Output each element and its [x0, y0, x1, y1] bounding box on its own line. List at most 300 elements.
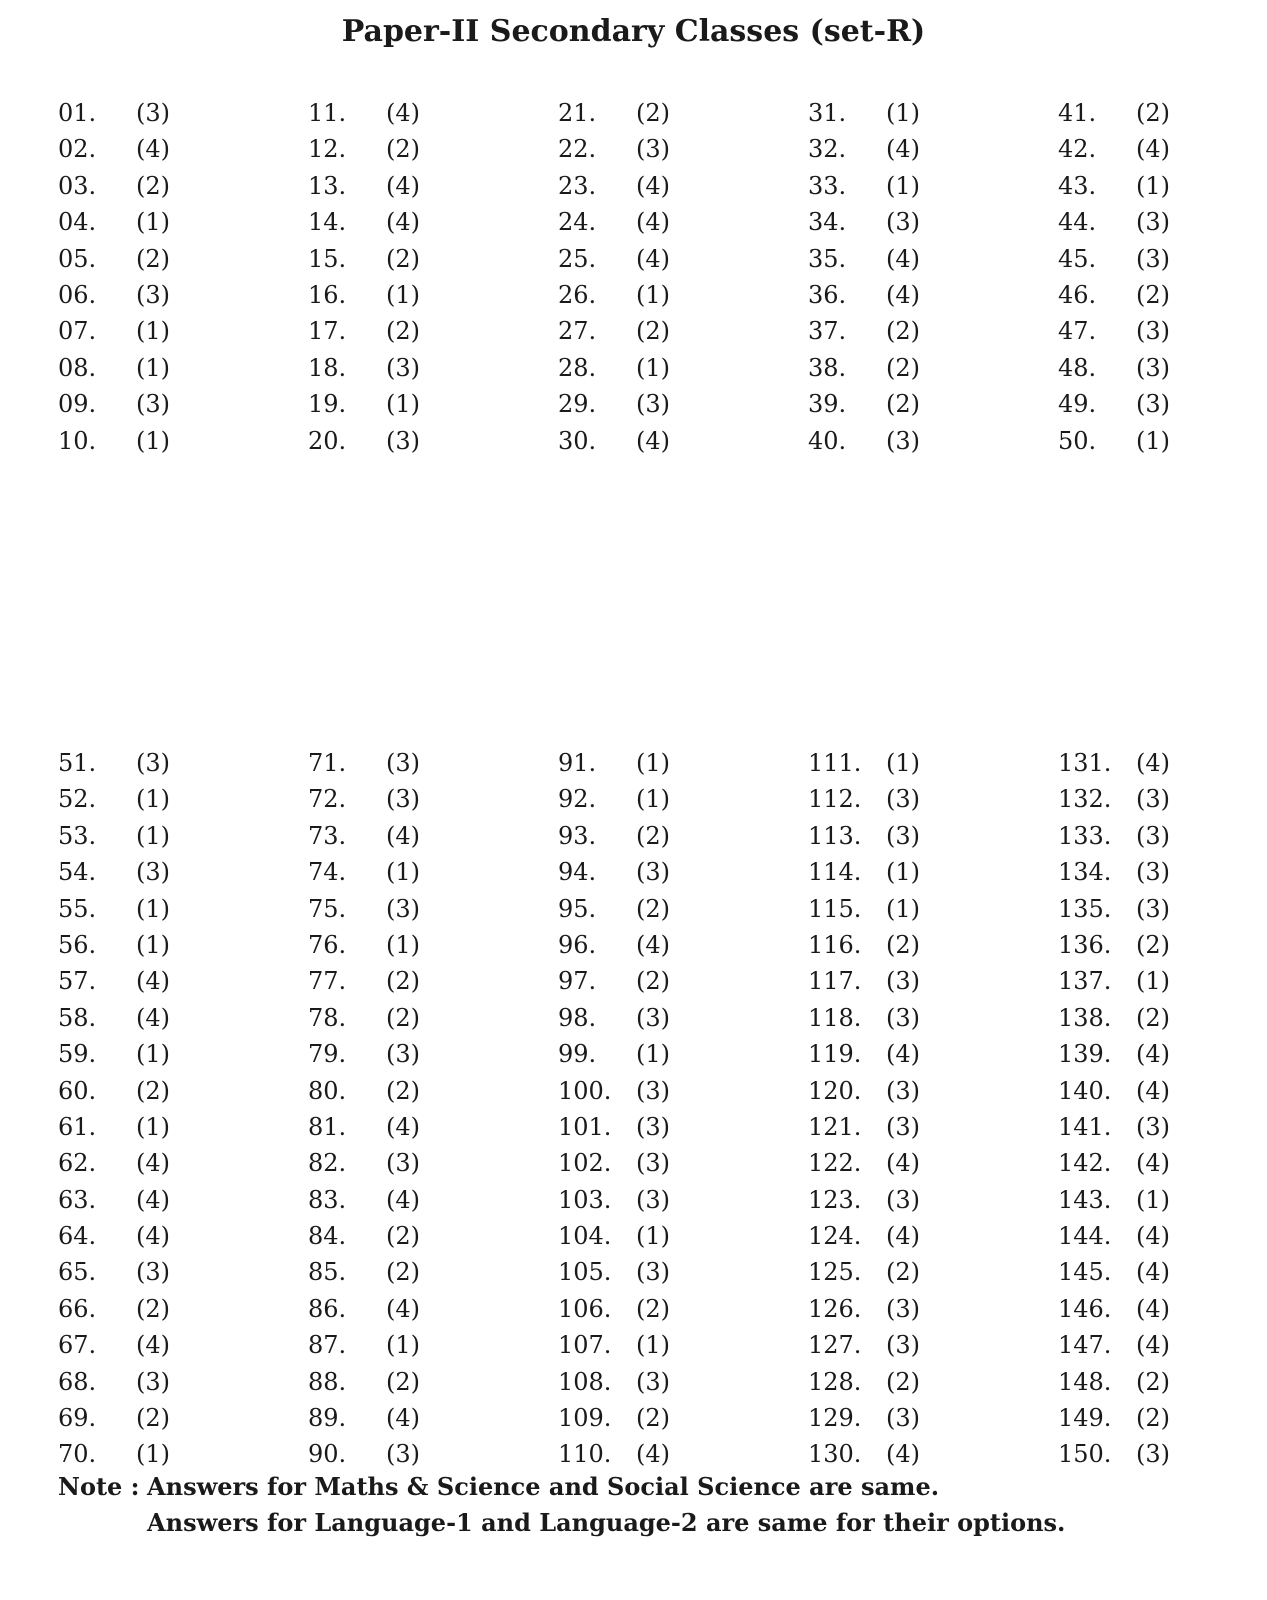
answer-row: [808, 1109, 1048, 1145]
answer-row: [808, 313, 1048, 349]
answer-row: [808, 423, 1048, 459]
answer-column: [808, 95, 1048, 459]
answer-option: (1): [136, 353, 170, 382]
answer-option: (1): [886, 749, 920, 777]
answer-option: (4): [136, 1331, 170, 1360]
question-number: 14.: [308, 208, 347, 237]
question-number: 72.: [308, 785, 347, 814]
answer-row: [808, 891, 1048, 927]
answer-row: [558, 1436, 798, 1472]
question-number: 42.: [1058, 135, 1097, 164]
question-number: 38.: [808, 353, 847, 382]
answer-option: (1): [1136, 967, 1170, 996]
answer-option: (1): [136, 426, 170, 455]
question-number: 118.: [808, 1003, 862, 1032]
question-number: 93.: [558, 821, 597, 850]
answer-row: [308, 350, 548, 386]
answer-option: (4): [1136, 1040, 1170, 1069]
question-number: 61.: [58, 1112, 97, 1141]
answer-row: [1058, 131, 1267, 167]
answer-row: [1058, 204, 1267, 240]
answer-row: [808, 1327, 1048, 1363]
question-number: 144.: [1058, 1222, 1112, 1251]
answer-row: [1058, 1218, 1267, 1254]
answer-row: [1058, 1400, 1267, 1436]
question-number: 33.: [808, 171, 847, 200]
answer-row: [308, 131, 548, 167]
answer-row: [1058, 1364, 1267, 1400]
question-number: 99.: [558, 1040, 597, 1069]
question-number: 105.: [558, 1258, 612, 1287]
answer-row: [58, 1145, 298, 1181]
question-number: 24.: [558, 208, 597, 237]
answer-option: (2): [136, 171, 170, 200]
answer-option: (2): [136, 244, 170, 273]
question-number: 54.: [58, 858, 97, 887]
question-number: 18.: [308, 353, 347, 382]
answer-option: (3): [1136, 1112, 1170, 1141]
answer-option: (2): [886, 317, 920, 346]
answer-row: [808, 204, 1048, 240]
answer-option: (3): [386, 1040, 420, 1069]
answer-option: (1): [386, 390, 420, 419]
answer-option: (4): [886, 280, 920, 309]
answer-option: (4): [1136, 1076, 1170, 1105]
answer-option: (3): [636, 1258, 670, 1287]
answer-option: (2): [886, 1367, 920, 1396]
answer-row: [1058, 1327, 1267, 1363]
question-number: 21.: [558, 99, 597, 127]
answer-row: [58, 781, 298, 817]
answer-option: (3): [136, 99, 170, 127]
note-text-1: Answers for Maths & Science and Social Science are same.: [147, 1472, 940, 1501]
answer-option: (1): [1136, 426, 1170, 455]
answer-option: (4): [136, 1185, 170, 1214]
answer-row: [808, 1364, 1048, 1400]
question-number: 101.: [558, 1112, 612, 1141]
answer-option: (2): [886, 1258, 920, 1287]
answer-row: [308, 854, 548, 890]
answer-option: (1): [636, 353, 670, 382]
answer-option: (3): [886, 1294, 920, 1323]
answer-option: (3): [386, 353, 420, 382]
answer-option: (2): [386, 967, 420, 996]
answer-option: (1): [636, 280, 670, 309]
question-number: 128.: [808, 1367, 862, 1396]
answer-option: (3): [886, 1112, 920, 1141]
answer-option: (3): [636, 858, 670, 887]
question-number: 71.: [308, 749, 347, 777]
answer-row: [58, 1182, 298, 1218]
question-number: 40.: [808, 426, 847, 455]
question-number: 65.: [58, 1258, 97, 1287]
answer-option: (1): [386, 930, 420, 959]
answer-option: (2): [386, 135, 420, 164]
note-line-1: [58, 1472, 939, 1501]
answer-row: [1058, 1000, 1267, 1036]
answer-row: [1058, 1036, 1267, 1072]
answer-row: [558, 1109, 798, 1145]
answer-row: [308, 1073, 548, 1109]
answer-row: [558, 204, 798, 240]
question-number: 66.: [58, 1294, 97, 1323]
answer-option: (3): [136, 280, 170, 309]
answer-option: (4): [886, 1149, 920, 1178]
answer-row: [58, 131, 298, 167]
answer-option: (4): [386, 821, 420, 850]
answer-row: [58, 818, 298, 854]
answer-option: (1): [636, 749, 670, 777]
question-number: 81.: [308, 1112, 347, 1141]
question-number: 130.: [808, 1440, 862, 1469]
answer-row: [1058, 818, 1267, 854]
answer-row: [808, 1145, 1048, 1181]
answer-row: [1058, 95, 1267, 131]
answer-row: [1058, 423, 1267, 459]
question-number: 129.: [808, 1404, 862, 1433]
question-number: 90.: [308, 1440, 347, 1469]
answer-option: (4): [386, 1294, 420, 1323]
answer-row: [808, 277, 1048, 313]
answer-row: [558, 1073, 798, 1109]
answer-option: (2): [636, 1294, 670, 1323]
question-number: 02.: [58, 135, 97, 164]
question-number: 50.: [1058, 426, 1097, 455]
answer-row: [1058, 1182, 1267, 1218]
answer-row: [558, 927, 798, 963]
question-number: 10.: [58, 426, 97, 455]
answer-option: (3): [886, 1076, 920, 1105]
question-number: 95.: [558, 894, 597, 923]
answer-option: (2): [386, 1367, 420, 1396]
answer-row: [1058, 1254, 1267, 1290]
answer-option: (1): [1136, 1185, 1170, 1214]
answer-option: (1): [886, 894, 920, 923]
answer-row: [558, 386, 798, 422]
question-number: 83.: [308, 1185, 347, 1214]
answer-option: (1): [386, 858, 420, 887]
answer-option: (2): [636, 99, 670, 127]
answer-row: [58, 1109, 298, 1145]
answer-row: [308, 1364, 548, 1400]
question-number: 76.: [308, 930, 347, 959]
answer-option: (1): [136, 1440, 170, 1469]
question-number: 52.: [58, 785, 97, 814]
answer-row: [58, 1073, 298, 1109]
answer-option: (3): [636, 1112, 670, 1141]
answer-option: (3): [136, 749, 170, 777]
question-number: 91.: [558, 749, 597, 777]
answer-row: [558, 1145, 798, 1181]
question-number: 26.: [558, 280, 597, 309]
answer-row: [1058, 891, 1267, 927]
answer-row: [808, 168, 1048, 204]
answer-option: (3): [1136, 244, 1170, 273]
question-number: 107.: [558, 1331, 612, 1360]
question-number: 06.: [58, 280, 97, 309]
question-number: 115.: [808, 894, 862, 923]
answer-row: [808, 854, 1048, 890]
question-number: 20.: [308, 426, 347, 455]
answer-option: (3): [886, 1404, 920, 1433]
answer-option: (3): [886, 1185, 920, 1214]
answer-row: [808, 963, 1048, 999]
answer-option: (3): [1136, 858, 1170, 887]
question-number: 53.: [58, 821, 97, 850]
answer-option: (4): [636, 244, 670, 273]
answer-column: [308, 95, 548, 459]
answer-option: (4): [886, 244, 920, 273]
answer-row: [308, 1145, 548, 1181]
answer-option: (4): [386, 171, 420, 200]
answer-row: [58, 1254, 298, 1290]
question-number: 16.: [308, 280, 347, 309]
answer-row: [1058, 241, 1267, 277]
answer-row: [308, 818, 548, 854]
question-number: 09.: [58, 390, 97, 419]
answer-option: (4): [136, 135, 170, 164]
answer-row: [308, 1327, 548, 1363]
answer-row: [558, 781, 798, 817]
answer-row: [558, 891, 798, 927]
question-number: 27.: [558, 317, 597, 346]
answer-row: [308, 1400, 548, 1436]
answer-option: (3): [1136, 785, 1170, 814]
question-number: 30.: [558, 426, 597, 455]
answer-option: (3): [386, 426, 420, 455]
answer-option: (2): [886, 353, 920, 382]
answer-row: [308, 1436, 548, 1472]
question-number: 110.: [558, 1440, 612, 1469]
answer-row: [808, 95, 1048, 131]
question-number: 131.: [1058, 749, 1112, 777]
answer-row: [1058, 277, 1267, 313]
answer-row: [1058, 745, 1267, 781]
question-number: 119.: [808, 1040, 862, 1069]
answer-row: [558, 1000, 798, 1036]
question-number: 45.: [1058, 244, 1097, 273]
answer-row: [1058, 168, 1267, 204]
answer-option: (1): [886, 858, 920, 887]
question-number: 03.: [58, 171, 97, 200]
answer-row: [558, 95, 798, 131]
answer-option: (4): [386, 1185, 420, 1214]
answer-option: (4): [636, 930, 670, 959]
answer-row: [808, 350, 1048, 386]
question-number: 123.: [808, 1185, 862, 1214]
answer-option: (2): [386, 1222, 420, 1251]
answer-row: [308, 1182, 548, 1218]
question-number: 122.: [808, 1149, 862, 1178]
answer-column: [558, 95, 798, 459]
question-number: 73.: [308, 821, 347, 850]
answer-row: [308, 1000, 548, 1036]
question-number: 92.: [558, 785, 597, 814]
answer-option: (3): [1136, 821, 1170, 850]
answer-column: [558, 745, 798, 1473]
answer-row: [58, 927, 298, 963]
answer-option: (3): [636, 1367, 670, 1396]
question-number: 82.: [308, 1149, 347, 1178]
question-number: 84.: [308, 1222, 347, 1251]
answer-option: (4): [386, 1112, 420, 1141]
answer-row: [1058, 313, 1267, 349]
question-number: 35.: [808, 244, 847, 273]
question-number: 104.: [558, 1222, 612, 1251]
answer-row: [1058, 386, 1267, 422]
answer-row: [808, 1400, 1048, 1436]
question-number: 68.: [58, 1367, 97, 1396]
answer-option: (2): [136, 1404, 170, 1433]
answer-row: [558, 1400, 798, 1436]
answer-option: (4): [636, 208, 670, 237]
answer-row: [308, 745, 548, 781]
answer-option: (2): [636, 317, 670, 346]
answer-row: [808, 1436, 1048, 1472]
question-number: 148.: [1058, 1367, 1112, 1396]
answer-option: (2): [636, 967, 670, 996]
question-number: 88.: [308, 1367, 347, 1396]
answer-option: (1): [1136, 171, 1170, 200]
answer-option: (3): [636, 135, 670, 164]
answer-option: (3): [386, 749, 420, 777]
note-line-2: Answers for Language-1 and Language-2 are same for their options.: [147, 1508, 1066, 1537]
question-number: 112.: [808, 785, 862, 814]
answer-option: (2): [636, 894, 670, 923]
question-number: 108.: [558, 1367, 612, 1396]
answer-option: (3): [136, 1258, 170, 1287]
answer-option: (1): [136, 894, 170, 923]
question-number: 01.: [58, 99, 97, 127]
answer-option: (2): [386, 1003, 420, 1032]
answer-row: [58, 745, 298, 781]
answer-row: [808, 131, 1048, 167]
answer-row: [558, 1182, 798, 1218]
answer-column: [808, 745, 1048, 1473]
answer-option: (2): [386, 1258, 420, 1287]
question-number: 127.: [808, 1331, 862, 1360]
question-number: 07.: [58, 317, 97, 346]
question-number: 51.: [58, 749, 97, 777]
question-number: 70.: [58, 1440, 97, 1469]
answer-row: [308, 927, 548, 963]
question-number: 125.: [808, 1258, 862, 1287]
answer-option: (3): [386, 1440, 420, 1469]
answer-row: [808, 927, 1048, 963]
answer-row: [558, 1036, 798, 1072]
answer-option: (1): [136, 785, 170, 814]
answer-option: (3): [886, 1003, 920, 1032]
answer-option: (2): [636, 821, 670, 850]
answer-row: [58, 313, 298, 349]
answer-row: [1058, 927, 1267, 963]
answer-row: [808, 818, 1048, 854]
answer-row: [558, 818, 798, 854]
answer-row: [808, 1254, 1048, 1290]
question-number: 94.: [558, 858, 597, 887]
question-number: 17.: [308, 317, 347, 346]
answer-option: (3): [386, 785, 420, 814]
answer-option: (4): [136, 1222, 170, 1251]
question-number: 146.: [1058, 1294, 1112, 1323]
question-number: 64.: [58, 1222, 97, 1251]
answer-option: (1): [386, 1331, 420, 1360]
answer-option: (2): [886, 930, 920, 959]
answer-option: (2): [1136, 99, 1170, 127]
question-number: 44.: [1058, 208, 1097, 237]
question-number: 34.: [808, 208, 847, 237]
answer-option: (4): [1136, 135, 1170, 164]
answer-column: [1058, 745, 1267, 1473]
answer-row: [58, 1327, 298, 1363]
answer-option: (4): [1136, 1149, 1170, 1178]
question-number: 149.: [1058, 1404, 1112, 1433]
question-number: 77.: [308, 967, 347, 996]
answer-option: (2): [1136, 280, 1170, 309]
question-number: 25.: [558, 244, 597, 273]
answer-row: [308, 313, 548, 349]
question-number: 132.: [1058, 785, 1112, 814]
answer-row: [308, 891, 548, 927]
question-number: 100.: [558, 1076, 612, 1105]
answer-option: (1): [136, 208, 170, 237]
answer-option: (3): [886, 967, 920, 996]
answer-row: [1058, 963, 1267, 999]
question-number: 98.: [558, 1003, 597, 1032]
answer-row: [308, 963, 548, 999]
question-number: 05.: [58, 244, 97, 273]
answer-row: [558, 745, 798, 781]
question-number: 143.: [1058, 1185, 1112, 1214]
question-number: 19.: [308, 390, 347, 419]
answer-option: (3): [136, 858, 170, 887]
answer-row: [558, 854, 798, 890]
question-number: 49.: [1058, 390, 1097, 419]
answer-option: (4): [1136, 1222, 1170, 1251]
answer-option: (4): [886, 1222, 920, 1251]
question-number: 133.: [1058, 821, 1112, 850]
question-number: 89.: [308, 1404, 347, 1433]
question-number: 13.: [308, 171, 347, 200]
answer-row: [308, 1109, 548, 1145]
answer-row: [808, 1182, 1048, 1218]
question-number: 85.: [308, 1258, 347, 1287]
question-number: 150.: [1058, 1440, 1112, 1469]
answer-option: (4): [1136, 1294, 1170, 1323]
question-number: 141.: [1058, 1112, 1112, 1141]
answer-row: [58, 350, 298, 386]
question-number: 138.: [1058, 1003, 1112, 1032]
question-number: 86.: [308, 1294, 347, 1323]
answer-option: (4): [1136, 1331, 1170, 1360]
answer-option: (3): [386, 894, 420, 923]
answer-row: [58, 891, 298, 927]
answer-option: (4): [386, 99, 420, 127]
answer-column: [58, 95, 298, 459]
question-number: 43.: [1058, 171, 1097, 200]
answer-option: (3): [1136, 317, 1170, 346]
answer-row: [58, 168, 298, 204]
answer-row: [558, 1254, 798, 1290]
answer-option: (3): [1136, 894, 1170, 923]
question-number: 60.: [58, 1076, 97, 1105]
question-number: 46.: [1058, 280, 1097, 309]
answer-row: [308, 1036, 548, 1072]
question-number: 145.: [1058, 1258, 1112, 1287]
page-title: Paper-II Secondary Classes (set-R): [341, 14, 926, 49]
answer-row: [558, 131, 798, 167]
answer-option: (3): [1136, 1440, 1170, 1469]
